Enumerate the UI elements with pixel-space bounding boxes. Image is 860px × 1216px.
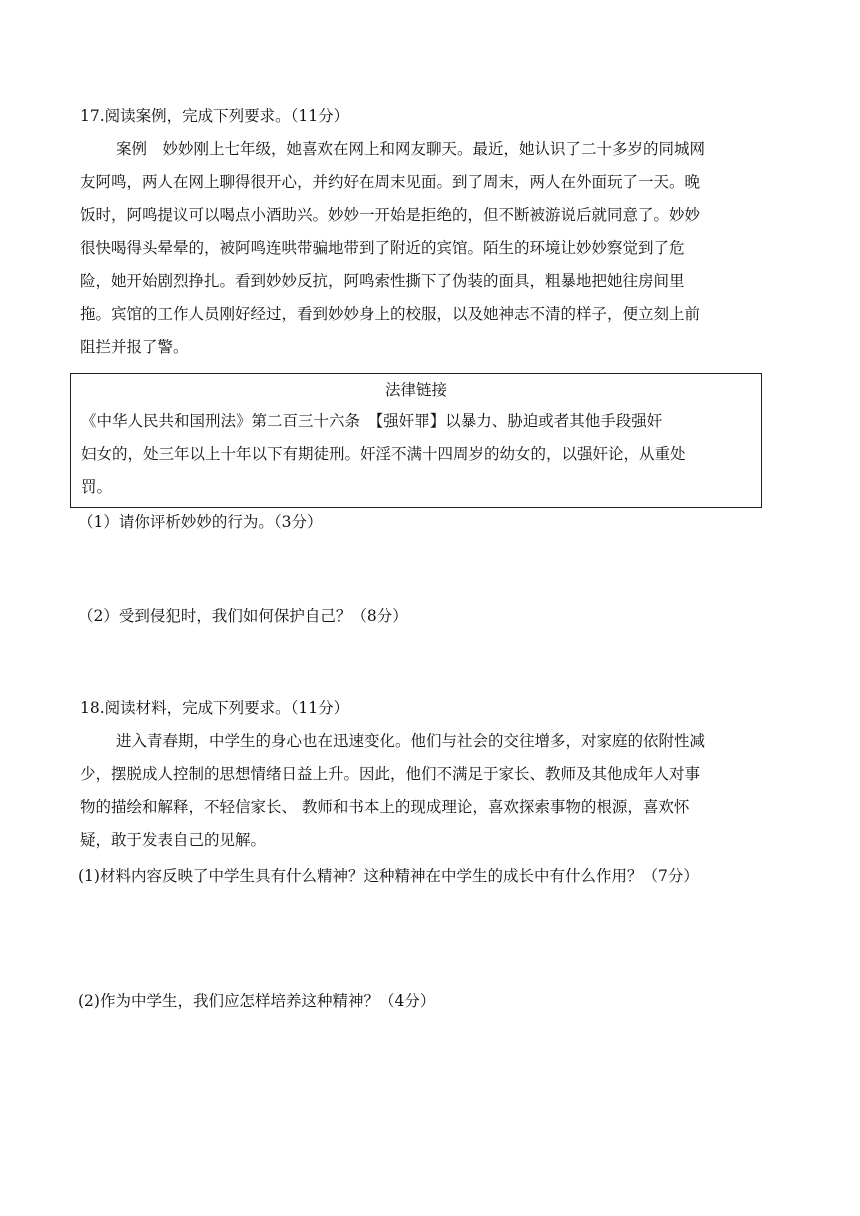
question-17-sub-1: （1）请你评析妙妙的行为。（3分）: [78, 513, 323, 531]
law-link-title: 法律链接: [384, 381, 447, 399]
material-line: 疑，敢于发表自己的见解。: [80, 831, 267, 849]
law-link-box: [70, 373, 762, 508]
material-line: 物的描绘和解释，不轻信家长、 教师和书本上的现成理论，喜欢探索事物的根源，喜欢怀: [80, 798, 690, 816]
case-line: 很快喝得头晕晕的，被阿鸣连哄带骗地带到了附近的宾馆。陌生的环境让妙妙察觉到了危: [80, 239, 685, 257]
case-line: 友阿鸣，两人在网上聊得很开心，并约好在周末见面。到了周末，两人在外面玩了一天。晚: [80, 173, 701, 191]
case-line: 饭时，阿鸣提议可以喝点小酒助兴。妙妙一开始是拒绝的，但不断被游说后就同意了。妙妙: [80, 206, 701, 224]
question-17-heading: 17.阅读案例，完成下列要求。（11分）: [80, 107, 350, 125]
case-line: 拖。宾馆的工作人员刚好经过，看到妙妙身上的校服，以及她神志不清的样子，便立刻上前: [80, 305, 701, 323]
question-18-sub-2: (2)作为中学生，我们应怎样培养这种精神？（4分）: [78, 992, 436, 1010]
question-17-sub-2: （2）受到侵犯时，我们如何保护自己？（8分）: [78, 607, 408, 625]
question-18-heading: 18.阅读材料，完成下列要求。（11分）: [80, 699, 350, 717]
case-line: 险，她开始剧烈挣扎。看到妙妙反抗，阿鸣索性撕下了伪装的面具，粗暴地把她往房间里: [80, 272, 685, 290]
law-text-line: 妇女的，处三年以上十年以下有期徒刑。奸淫不满十四周岁的幼女的，以强奸论，从重处: [81, 445, 686, 463]
law-text-line: 《中华人民共和国刑法》第二百三十六条 【强奸罪】以暴力、胁迫或者其他手段强奸: [81, 412, 663, 430]
question-18-sub-1: (1)材料内容反映了中学生具有什么精神？这种精神在中学生的成长中有什么作用？（7分）: [78, 867, 699, 885]
case-line: 阻拦并报了警。: [80, 338, 189, 356]
case-line: 案例 妙妙刚上七年级，她喜欢在网上和网友聊天。最近，她认识了二十多岁的同城网: [116, 140, 706, 158]
law-text-line: 罚。: [81, 478, 113, 496]
material-line: 少，摆脱成人控制的思想情绪日益上升。因此，他们不满足于家长、教师及其他成年人对事: [80, 765, 701, 783]
material-line: 进入青春期，中学生的身心也在迅速变化。他们与社会的交往增多，对家庭的依附性减: [116, 732, 706, 750]
